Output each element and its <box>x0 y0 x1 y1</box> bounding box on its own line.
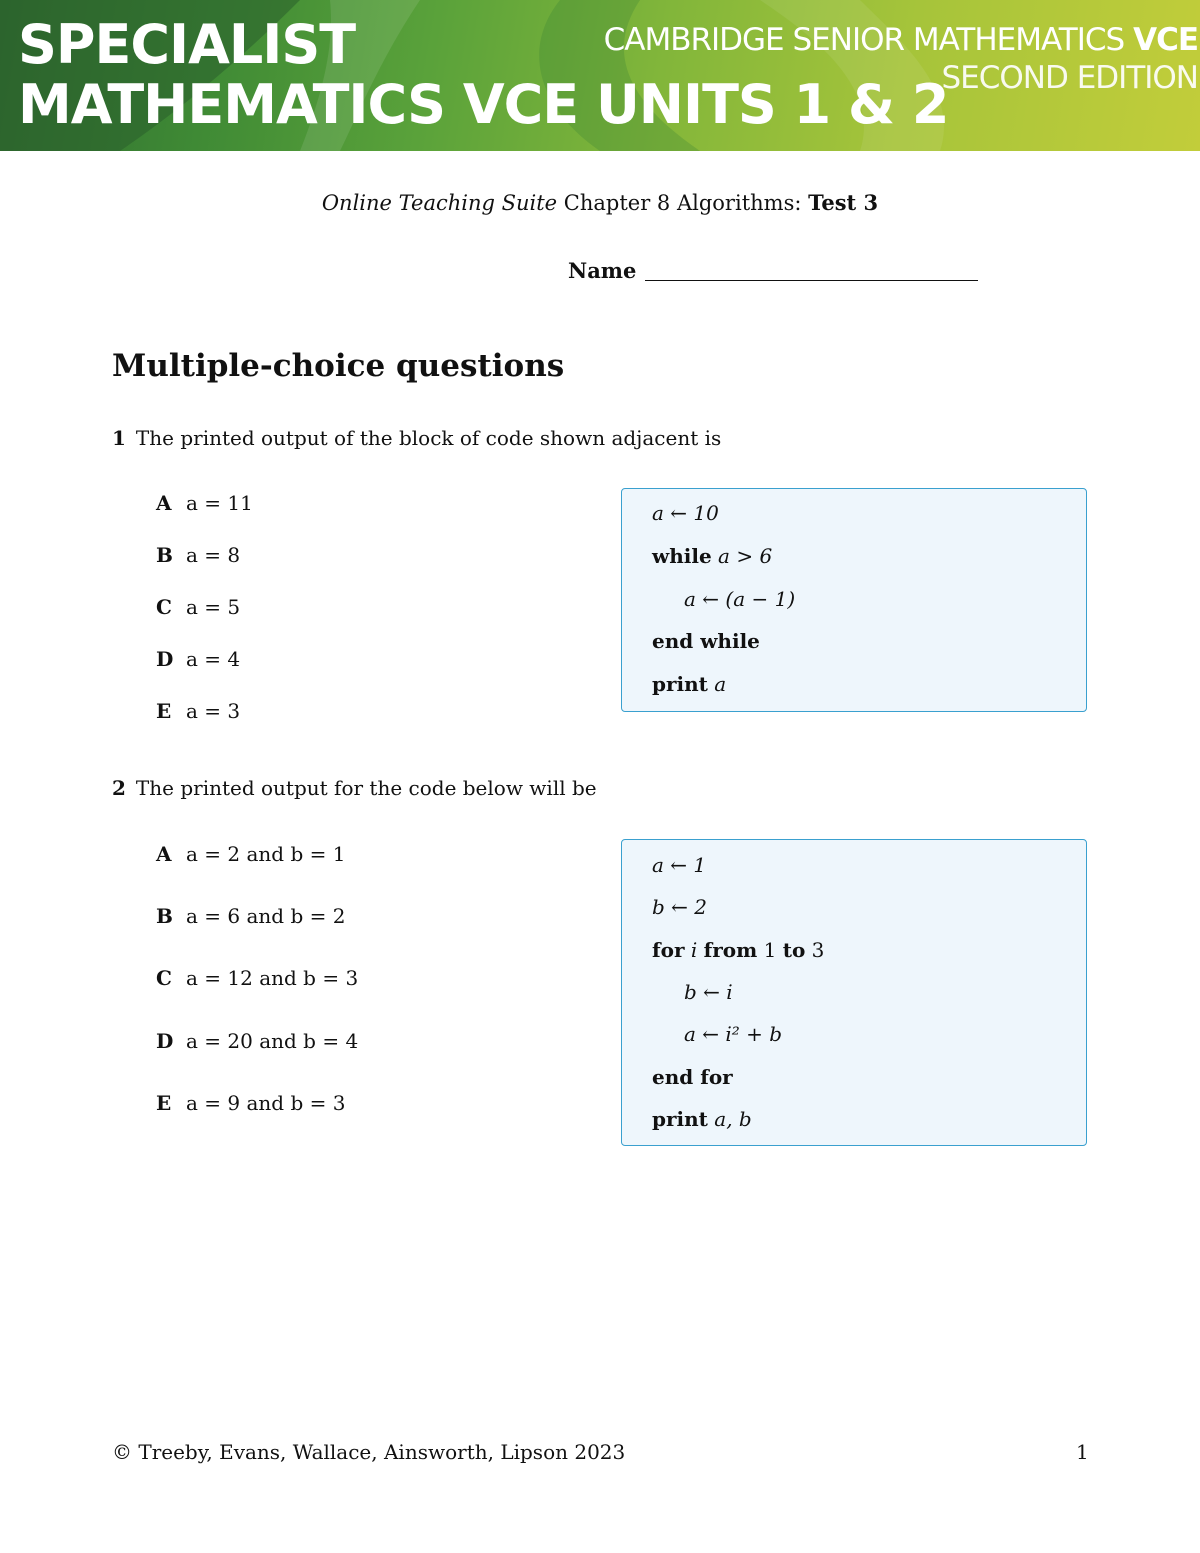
q2-option-e[interactable]: E a = 9 and b = 3 <box>156 1091 346 1115</box>
name-input-line[interactable] <box>645 280 978 281</box>
banner-title-line2: MATHEMATICS VCE UNITS 1 & 2 <box>18 73 949 136</box>
code-line: end while <box>652 629 760 653</box>
q1-option-d[interactable]: D a = 4 <box>156 647 241 671</box>
code-line: print a, b <box>652 1107 752 1131</box>
name-label: Name <box>568 258 637 283</box>
code-line: end for <box>652 1065 733 1089</box>
code-line: for i from 1 to 3 <box>652 938 825 962</box>
code-line: b ← 2 <box>652 895 707 919</box>
banner-title-line1: SPECIALIST <box>18 13 356 76</box>
question-1: 1 The printed output of the block of code shown adjacent is <box>112 426 722 450</box>
q1-option-b[interactable]: B a = 8 <box>156 543 241 567</box>
code-line: a ← 1 <box>652 853 707 877</box>
q2-code-block <box>621 839 1087 1146</box>
edition-label: SECOND EDITION <box>941 60 1198 96</box>
q2-option-d[interactable]: D a = 20 and b = 4 <box>156 1029 359 1053</box>
test-label: Test 3 <box>808 190 879 215</box>
series-name: CAMBRIDGE SENIOR MATHEMATICS VCE <box>603 22 1198 58</box>
copyright-notice: © Treeby, Evans, Wallace, Ainsworth, Lipson 2023 <box>112 1440 626 1464</box>
test-subtitle <box>0 190 1200 215</box>
q2-option-a[interactable]: A a = 2 and b = 1 <box>156 842 346 866</box>
code-line: a ← i² + b <box>684 1022 783 1046</box>
code-line: a ← (a − 1) <box>684 587 796 611</box>
code-line: b ← i <box>684 980 733 1004</box>
chapter-label: Chapter 8 Algorithms: <box>563 191 802 215</box>
section-title: Multiple-choice questions <box>112 348 565 384</box>
question-2: 2 The printed output for the code below will be <box>112 776 597 800</box>
code-line: a ← 10 <box>652 501 719 525</box>
header-banner <box>0 0 1200 151</box>
q1-option-e[interactable]: E a = 3 <box>156 699 241 723</box>
code-line: while a > 6 <box>652 544 773 568</box>
q2-option-b[interactable]: B a = 6 and b = 2 <box>156 904 346 928</box>
q2-option-c[interactable]: C a = 12 and b = 3 <box>156 966 359 990</box>
q1-option-a[interactable]: A a = 11 <box>156 491 253 515</box>
q1-code-block <box>621 488 1087 712</box>
suite-name: Online Teaching Suite <box>321 191 558 215</box>
page-number: 1 <box>1076 1440 1089 1464</box>
q1-option-c[interactable]: C a = 5 <box>156 595 241 619</box>
code-line: print a <box>652 672 727 696</box>
